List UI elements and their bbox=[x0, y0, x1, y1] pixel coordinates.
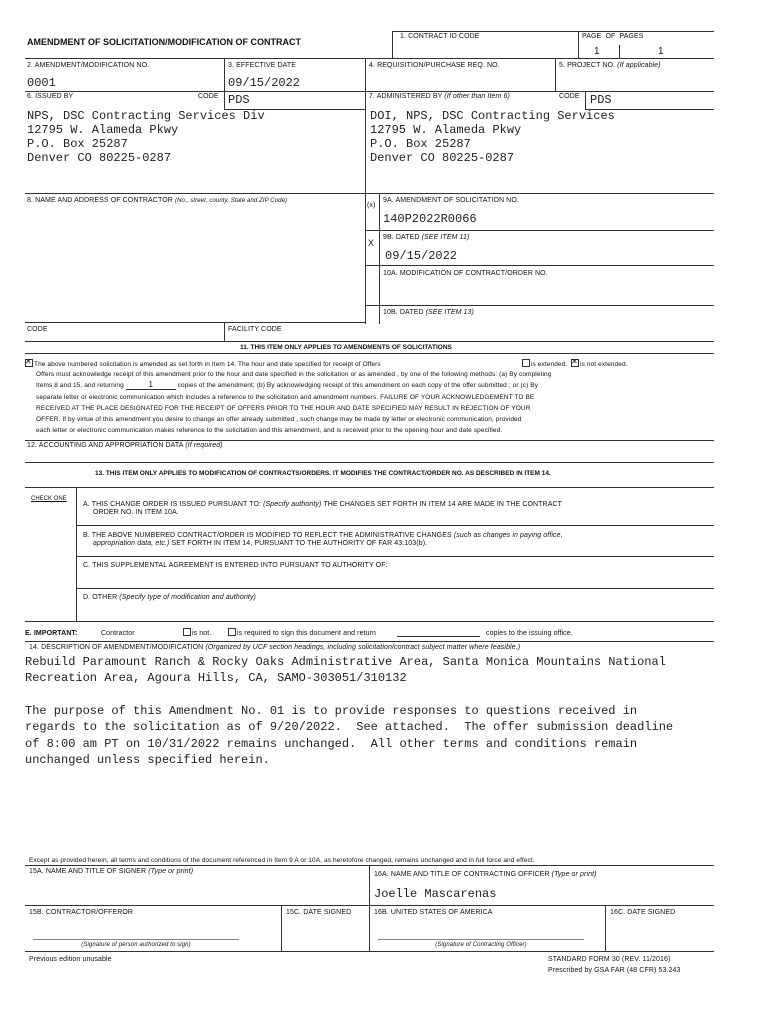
accounting-label: 12. ACCOUNTING AND APPROPRIATION DATA (If required) bbox=[27, 442, 223, 449]
is-extended-checkbox[interactable] bbox=[522, 359, 530, 367]
item11-heading: 11. THIS ITEM ONLY APPLIES TO AMENDMENTS OF SOLICITATIONS bbox=[240, 344, 452, 351]
item13d-line: D. OTHER (Specify type of modification and authority) bbox=[83, 594, 256, 601]
contractor-label: Contractor bbox=[101, 630, 135, 637]
important-row: E. IMPORTANT: bbox=[25, 630, 78, 637]
administered-by-line-4: Denver CO 80225-0287 bbox=[370, 151, 515, 165]
item11-line-1: ✕The above numbered solicitation is amended as set forth in Item 14. The hour and date specified for receipt of Offers bbox=[25, 359, 381, 371]
description-label: 14. DESCRIPTION OF AMENDMENT/MODIFICATION (Organized by UCF section headings, including solicitation/contract subject matter where feasible.) bbox=[29, 644, 521, 651]
amendment-no-value: 0001 bbox=[27, 76, 56, 90]
contractor-offeror-label: 15B. CONTRACTOR/OFFEROR bbox=[29, 909, 134, 916]
effective-date-value: 09/15/2022 bbox=[228, 76, 301, 90]
description-line-1: Rebuild Paramount Ranch & Rocky Oaks Administrative Area, Santa Monica Mountains National bbox=[25, 655, 666, 669]
issued-by-line-4: Denver CO 80225-0287 bbox=[27, 151, 172, 165]
contractor-date-signed-label: 15C. DATE SIGNED bbox=[286, 909, 352, 916]
signature-person-caption: (Signature of person authorized to sign) bbox=[81, 942, 191, 948]
issued-by-line-2: 12795 W. Alameda Pkwy bbox=[27, 123, 179, 137]
copies-text: copies to the issuing office. bbox=[486, 630, 573, 637]
contract-id-label: 1. CONTRACT ID CODE bbox=[400, 33, 480, 40]
item11-line-2: Offers must acknowledge receipt of this amendment prior to the hour and date specified in the solicitation or as amended , by one of the following methods: (a) By completing bbox=[36, 371, 552, 378]
extended-option: is extended. ✕ is not extended. bbox=[522, 359, 628, 371]
dated-10b-label: 10B. DATED (SEE ITEM 13) bbox=[383, 309, 474, 316]
signer-name-label: 15A. NAME AND TITLE OF SIGNER (Type or print) bbox=[29, 868, 194, 875]
dated-9b-label: 9B. DATED (SEE ITEM 11) bbox=[383, 234, 470, 241]
page-number: 1 bbox=[594, 46, 600, 57]
item13b-line-1: B. THE ABOVE NUMBERED CONTRACT/ORDER IS MODIFIED TO REFLECT THE ADMINISTRATIVE CHANGES (such as changes in paying office, bbox=[83, 532, 563, 539]
prescribed-text: Prescribed by GSA FAR (48 CFR) 53.243 bbox=[548, 967, 681, 974]
total-pages: 1 bbox=[658, 46, 664, 57]
is-not-option: is not. bbox=[183, 628, 211, 638]
form-title: AMENDMENT OF SOLICITATION/MODIFICATION OF CONTRACT bbox=[27, 37, 301, 47]
item13b-line-2: appropriation data, etc.) SET FORTH IN ITEM 14, PURSUANT TO THE AUTHORITY OF FAR 43.103(b). bbox=[93, 540, 428, 547]
issued-by-label: 6. ISSUED BY bbox=[27, 93, 74, 100]
item11-line-6: OFFER. If by virtue of this amendment you desire to change an offer already submitted , such change may be made by letter or electronic communication, provided bbox=[36, 416, 522, 423]
dated-9b-value: 09/15/2022 bbox=[385, 249, 458, 263]
item11-line-3: Items 8 and 15, and returning 1 copies of the amendment; (b) By acknowledging receipt of this amendment on each copy of the offer submitted ; or (c) By bbox=[36, 380, 539, 389]
administered-by-code: PDS bbox=[590, 93, 612, 107]
item13-heading: 13. THIS ITEM ONLY APPLIES TO MODIFICATION OF CONTRACTS/ORDERS. IT MODIFIES THE CONTRACT/ORDER NO. AS DESCRIBED IN ITEM 14. bbox=[95, 470, 551, 477]
administered-by-line-1: DOI, NPS, DSC Contracting Services bbox=[370, 109, 615, 123]
issued-by-line-3: P.O. Box 25287 bbox=[27, 137, 128, 151]
item11-line-4: separate letter or electronic communication which includes a reference to the solicitation and amendment numbers. FAILURE OF YOUR ACKNOWLEDGEMENT TO BE bbox=[36, 394, 535, 401]
description-line-5: regards to the solicitation as of 9/20/2022. See attached. The offer submission deadline bbox=[25, 720, 674, 734]
project-no-label: 5. PROJECT NO. (If applicable) bbox=[559, 62, 661, 69]
is-not-extended-checkbox[interactable] bbox=[571, 359, 579, 367]
page-of-pages-label: PAGE OF PAGES bbox=[582, 33, 644, 40]
officer-name-value: Joelle Mascarenas bbox=[374, 887, 497, 901]
contractor-address-label: 8. NAME AND ADDRESS OF CONTRACTOR (No., street, county, State and ZIP Code) bbox=[27, 197, 288, 204]
item13c-line: C. THIS SUPPLEMENTAL AGREEMENT IS ENTERED INTO PURSUANT TO AUTHORITY OF: bbox=[83, 562, 388, 569]
amendment-no-label: 2. AMENDMENT/MODIFICATION NO. bbox=[27, 62, 150, 69]
administered-by-code-label: CODE bbox=[559, 93, 580, 100]
is-not-checkbox[interactable] bbox=[183, 628, 191, 636]
solicitation-no-label: 9A. AMENDMENT OF SOLICITATION NO. bbox=[383, 197, 519, 204]
standard-form-text: STANDARD FORM 30 (REV. 11/2016) bbox=[548, 956, 671, 963]
solicitation-no-value: 140P2022R0066 bbox=[383, 212, 477, 226]
description-line-6: of 8:00 am PT on 10/31/2022 remains unchanged. All other terms and conditions remain bbox=[25, 737, 638, 751]
item11-line-7: each letter or electronic communication makes reference to the solicitation and this amendment, and is received prior to the opening hour and date specified. bbox=[36, 427, 503, 434]
amended-checkbox[interactable] bbox=[25, 359, 33, 367]
signature-officer-caption: (Signature of Contracting Officer) bbox=[435, 942, 527, 948]
issued-by-code-label: CODE bbox=[198, 93, 219, 100]
officer-name-label: 16A. NAME AND TITLE OF CONTRACTING OFFICER (Type or print) bbox=[374, 871, 597, 878]
administered-by-line-3: P.O. Box 25287 bbox=[370, 137, 471, 151]
issued-by-line-1: NPS, DSC Contracting Services Div bbox=[27, 109, 265, 123]
is-required-checkbox[interactable] bbox=[228, 628, 236, 636]
dated-9b-mark: X bbox=[368, 238, 375, 248]
copies-blank[interactable] bbox=[397, 636, 480, 637]
previous-edition-text: Previous edition unusable bbox=[29, 956, 112, 963]
administered-by-line-2: 12795 W. Alameda Pkwy bbox=[370, 123, 522, 137]
administered-by-label: 7. ADMINISTERED BY (If other than Item 6) bbox=[369, 93, 510, 100]
x-column-label: (x) bbox=[367, 202, 376, 209]
code-label: CODE bbox=[27, 326, 48, 333]
officer-date-signed-label: 16C. DATE SIGNED bbox=[610, 909, 676, 916]
description-line-4: The purpose of this Amendment No. 01 is to provide responses to questions received in bbox=[25, 704, 638, 718]
item11-line-5: RECEIVED AT THE PLACE DESIGNATED FOR THE RECEIPT OF OFFERS PRIOR TO THE HOUR AND DATE SPECIFIED MAY RESULT IN REJECTION OF YOUR bbox=[36, 405, 531, 412]
facility-code-label: FACILITY CODE bbox=[228, 326, 282, 333]
requisition-no-label: 4. REQUISITION/PURCHASE REQ. NO. bbox=[369, 62, 500, 69]
issued-by-code: PDS bbox=[228, 93, 250, 107]
modification-no-label: 10A. MODIFICATION OF CONTRACT/ORDER NO. bbox=[383, 270, 548, 277]
item13a-line-1: A. THIS CHANGE ORDER IS ISSUED PURSUANT TO: (Specify authority) THE CHANGES SET FORTH IN ITEM 14 ARE MADE IN THE CONTRACT bbox=[83, 501, 563, 508]
description-line-2: Recreation Area, Agoura Hills, CA, SAMO-303051/310132 bbox=[25, 671, 407, 685]
description-line-7: unchanged unless specified herein. bbox=[25, 753, 270, 767]
check-one-label: CHECK ONE bbox=[31, 496, 67, 502]
item13a-line-2: ORDER NO. IN ITEM 10A. bbox=[93, 509, 179, 516]
effective-date-label: 3. EFFECTIVE DATE bbox=[228, 62, 297, 69]
usa-label: 16B. UNITED STATES OF AMERICA bbox=[374, 909, 493, 916]
is-required-option: is required to sign this document and return bbox=[228, 628, 376, 638]
except-text: Except as provided herein, all terms and conditions of the document referenced in Item 9 A or 10A, as heretofore changed, remains unchanged and in full force and effect. bbox=[29, 857, 535, 864]
